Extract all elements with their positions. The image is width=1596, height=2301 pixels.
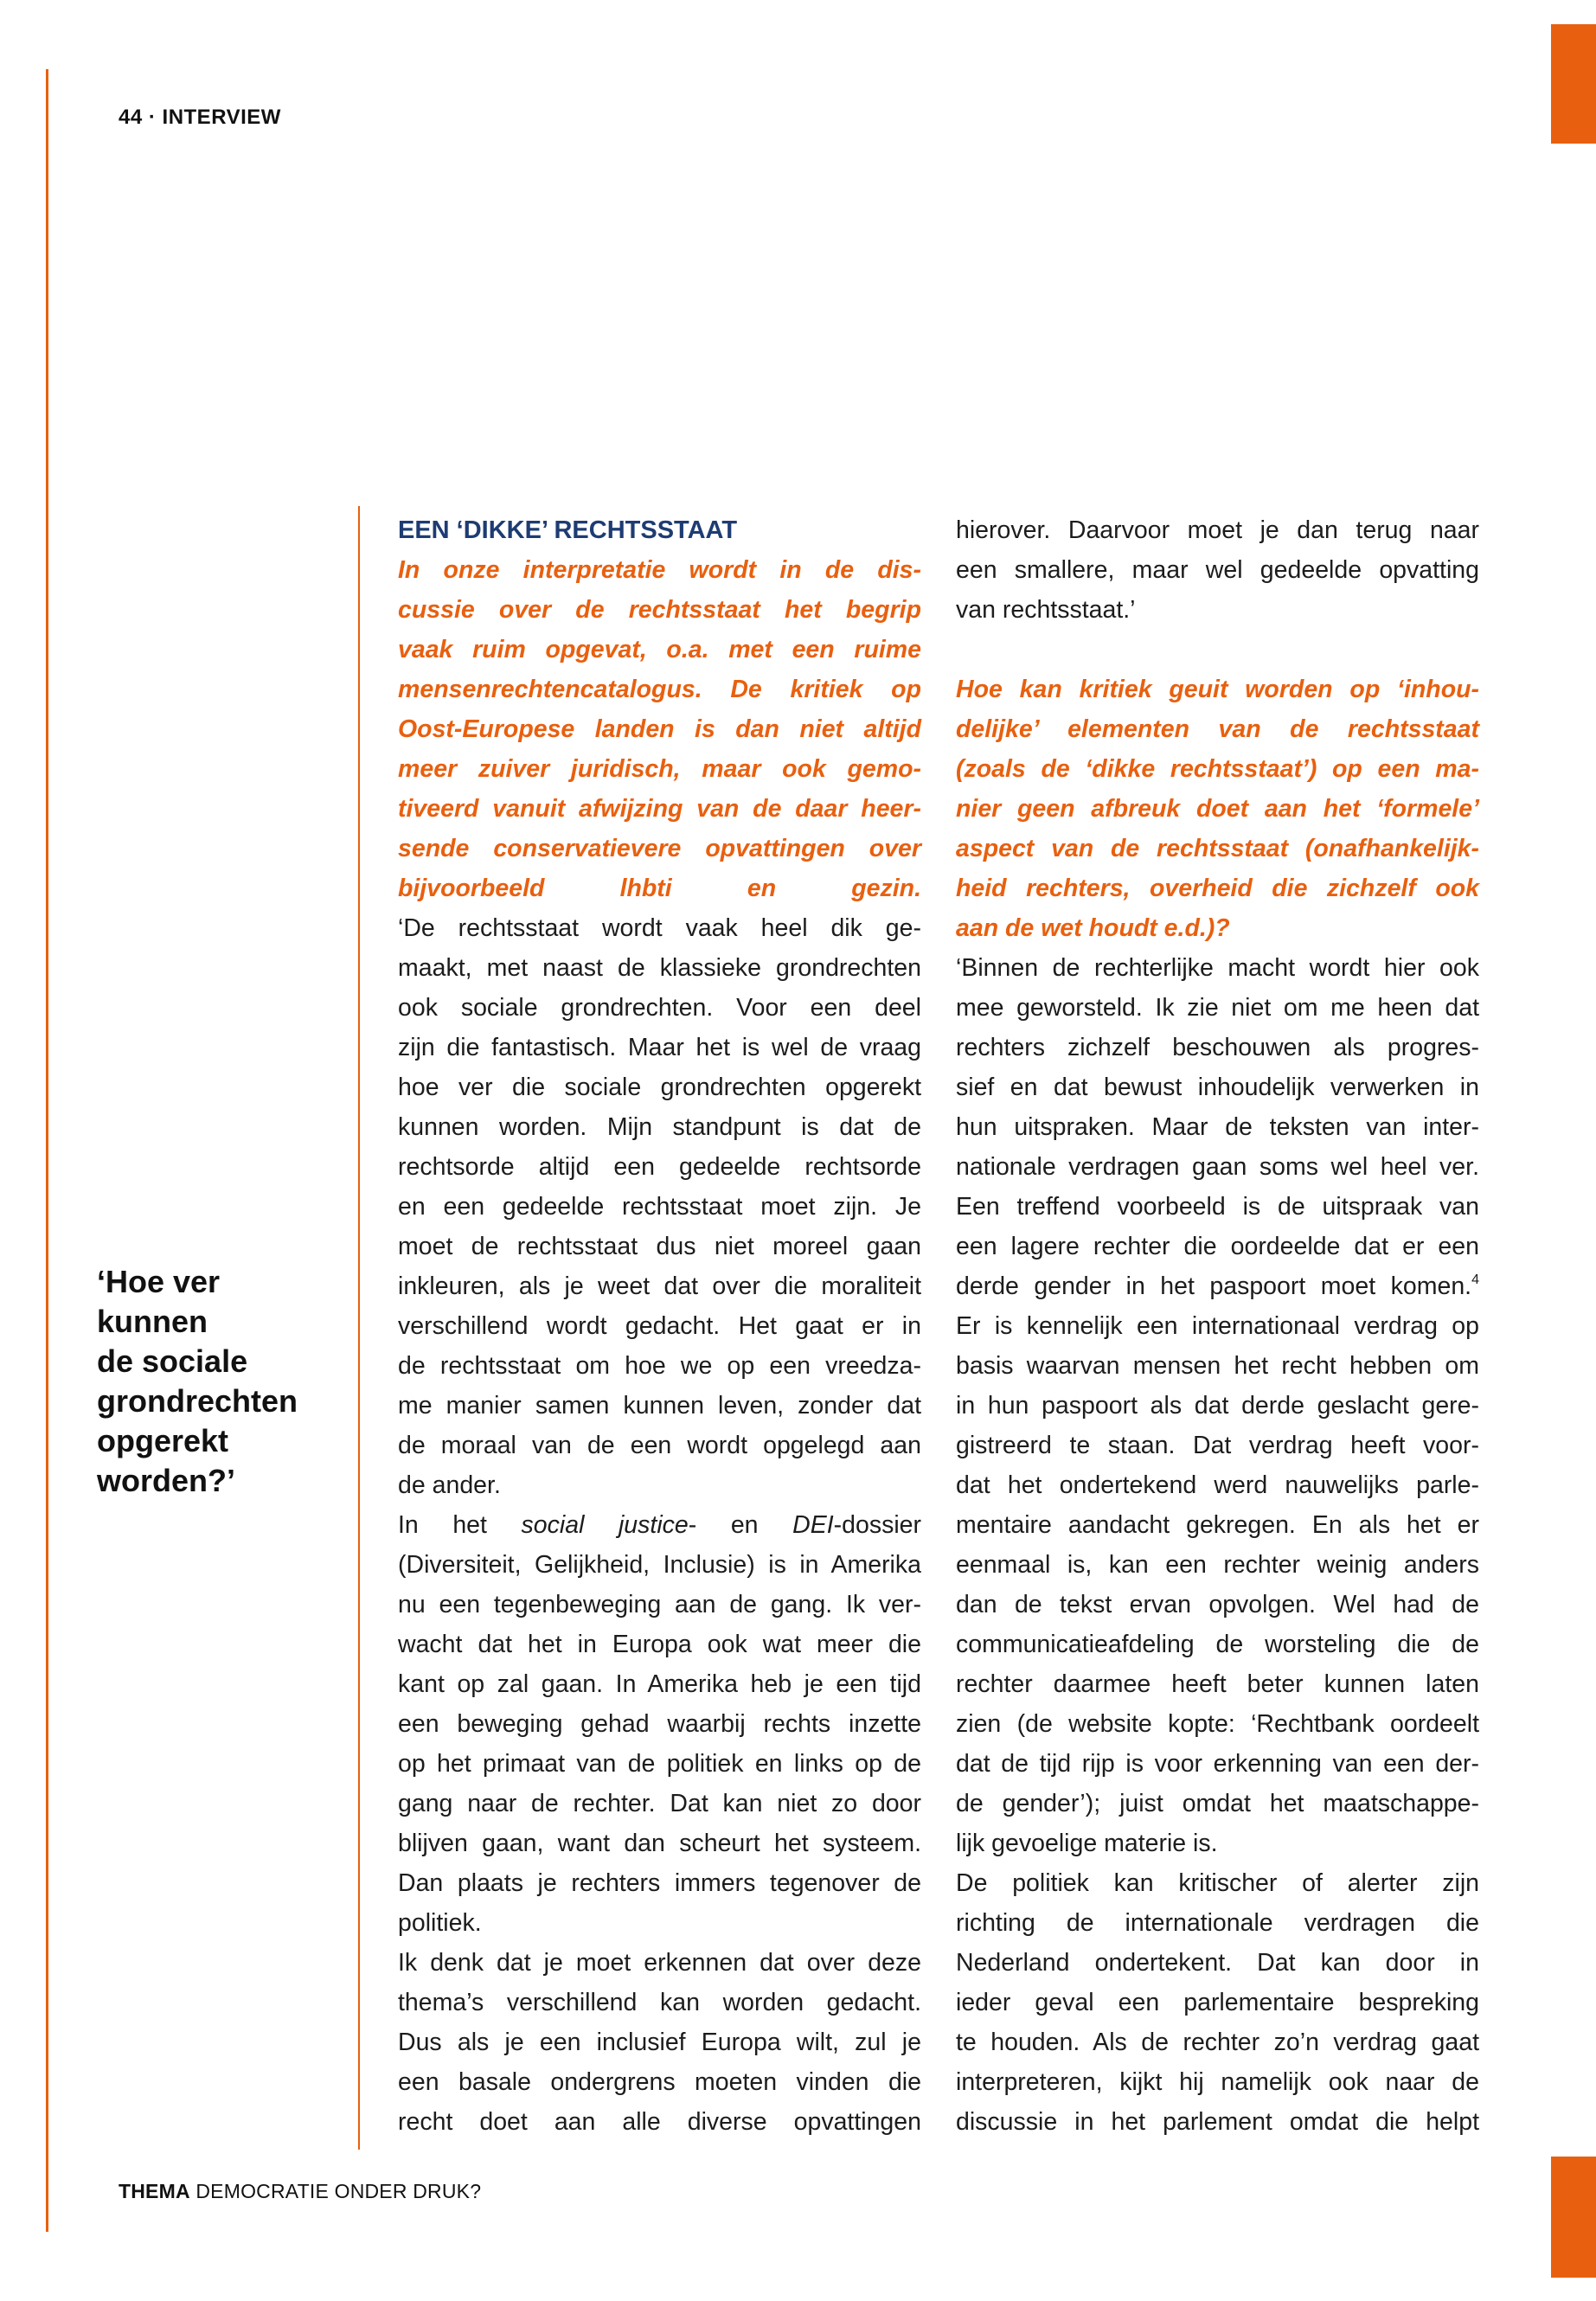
text-line: Dus als je een inclusief Europa wilt, zul je xyxy=(398,2029,921,2056)
text-line: De politiek kan kritischer of alerter zijn xyxy=(956,1869,1479,1897)
text-line: ieder geval een parlementaire bespreking xyxy=(956,1989,1479,2016)
text-line: politiek. xyxy=(398,1909,482,1937)
text-line: Een treffend voorbeeld is de uitspraak van xyxy=(956,1193,1479,1221)
text-line: zijn die fantastisch. Maar het is wel de vraag xyxy=(398,1034,921,1061)
answer-paragraph xyxy=(956,510,1479,630)
text-line: in hun paspoort als dat derde geslacht gere- xyxy=(956,1392,1479,1420)
text-line: op het primaat van de politiek en links op de xyxy=(398,1750,921,1778)
text-line: Oost-Europese landen is dan niet altijd xyxy=(398,715,921,743)
text-line: de ander. xyxy=(398,1471,501,1499)
footer-title: DEMOCRATIE ONDER DRUK? xyxy=(195,2180,482,2202)
text-line: inkleuren, als je weet dat over die moraliteit xyxy=(398,1272,921,1300)
section-heading: EEN ‘DIKKE’ RECHTSSTAAT xyxy=(398,516,738,544)
running-head: 44 · INTERVIEW xyxy=(119,106,281,129)
text-line: basis waarvan mensen het recht hebben om xyxy=(956,1352,1479,1380)
pull-quote-line: grondrechten xyxy=(97,1383,298,1419)
text-line: vaak ruim opgevat, o.a. met een ruime xyxy=(398,636,921,663)
text-line: verschillend wordt gedacht. Het gaat er in xyxy=(398,1312,921,1340)
text-line: (zoals de ‘dikke rechtsstaat’) op een ma- xyxy=(956,755,1479,783)
article-column-1 xyxy=(398,510,921,2142)
interview-question xyxy=(398,550,921,908)
pull-quote-line: kunnen xyxy=(97,1304,208,1339)
text-line: Ik denk dat je moet erkennen dat over deze xyxy=(398,1949,921,1977)
text-line: nier geen afbreuk doet aan het ‘formele’ xyxy=(956,795,1479,823)
text-line: In onze interpretatie wordt in de dis- xyxy=(398,556,921,584)
orange-tab-top xyxy=(1551,24,1596,144)
text-line: gistreerd te staan. Dat verdrag heeft voor- xyxy=(956,1432,1479,1459)
text-line: discussie in het parlement omdat die helpt xyxy=(956,2108,1479,2136)
text-line: lijk gevoelige materie is. xyxy=(956,1830,1218,1857)
text-line: thema’s verschillend kan worden gedacht. xyxy=(398,1989,921,2016)
text-line: aspect van de rechtsstaat (onafhankelijk- xyxy=(956,835,1479,862)
text-line: dat de tijd rijp is voor erkenning van een der- xyxy=(956,1750,1479,1778)
answer-paragraph xyxy=(398,1545,921,1943)
text-line: delijke’ elementen van de rechtsstaat xyxy=(956,715,1479,743)
left-margin-rule xyxy=(46,69,48,2232)
text-line: me manier samen kunnen leven, zonder dat xyxy=(398,1392,921,1420)
text-line: meer zuiver juridisch, maar ook gemo- xyxy=(398,755,921,783)
text-line: bijvoorbeeld lhbti en gezin. xyxy=(398,875,921,902)
footnote-marker: 4 xyxy=(1471,1272,1479,1287)
text-line: gang naar de rechter. Dat kan niet zo door xyxy=(398,1790,921,1817)
column-divider-rule xyxy=(358,506,360,2150)
text-line: blijven gaan, want dan scheurt het systeem. xyxy=(398,1830,921,1857)
text-line: interpreteren, kijkt hij namelijk ook naar de xyxy=(956,2068,1479,2096)
text-line: van rechtsstaat.’ xyxy=(956,596,1136,624)
pull-quote-line: worden?’ xyxy=(97,1463,235,1498)
pull-quote-line: ‘Hoe ver xyxy=(97,1264,221,1299)
text-line: communicatieafdeling de worsteling die de xyxy=(956,1631,1479,1658)
text-line: te houden. Als de rechter zo’n verdrag gaat xyxy=(956,2029,1479,2056)
text-line: ‘Binnen de rechterlijke macht wordt hier ook xyxy=(956,954,1479,982)
answer-paragraph xyxy=(956,948,1479,1266)
text-line: rechters zichzelf beschouwen als progres- xyxy=(956,1034,1479,1061)
text-line: ‘De rechtsstaat wordt vaak heel dik ge- xyxy=(398,914,921,942)
text-line: mee geworsteld. Ik zie niet om me heen dat xyxy=(956,994,1479,1022)
text-line: richting de internationale verdragen die xyxy=(956,1909,1479,1937)
answer-paragraph xyxy=(956,1863,1479,2142)
text-line: de gender’); juist omdat het maatschappe- xyxy=(956,1790,1479,1817)
text-line: een basale ondergrens moeten vinden die xyxy=(398,2068,921,2096)
text-line: een smallere, maar wel gedeelde opvatting xyxy=(956,556,1479,584)
text-line: nationale verdragen gaan soms wel heel ver. xyxy=(956,1153,1479,1181)
text-line: rechter daarmee heeft beter kunnen laten xyxy=(956,1670,1479,1698)
answer-paragraph xyxy=(398,1943,921,2142)
pull-quote xyxy=(97,1263,348,1502)
text-line: zien (de website kopte: ‘Rechtbank oordeelt xyxy=(956,1710,1479,1738)
text-line: heid rechters, overheid die zichzelf ook xyxy=(956,875,1479,902)
text-line: ook sociale grondrechten. Voor een deel xyxy=(398,994,921,1022)
text-line: maakt, met naast de klassieke grondrechten xyxy=(398,954,921,982)
answer-paragraph xyxy=(398,908,921,1505)
text-line: kant op zal gaan. In Amerika heb je een tijd xyxy=(398,1670,921,1698)
text-line: dat het ondertekend werd nauwelijks parle- xyxy=(956,1471,1479,1499)
text-line: tiveerd vanuit afwijzing van de daar heer- xyxy=(398,795,921,823)
text-line: mensenrechtencatalogus. De kritiek op xyxy=(398,676,921,703)
article-column-2 xyxy=(956,510,1479,2142)
text-line: kunnen worden. Mijn standpunt is dat de xyxy=(398,1113,921,1141)
text-line: hun uitspraken. Maar de teksten van inter- xyxy=(956,1113,1479,1141)
text-line: Hoe kan kritiek geuit worden op ‘inhou- xyxy=(956,676,1479,703)
text-line: Dan plaats je rechters immers tegenover de xyxy=(398,1869,921,1897)
text-line: Er is kennelijk een internationaal verdrag op xyxy=(956,1312,1479,1340)
text-line: de moraal van de een wordt opgelegd aan xyxy=(398,1432,921,1459)
paragraph-first-line: In het social justice- en DEI-dossier xyxy=(398,1511,921,1539)
interview-question xyxy=(956,670,1479,948)
text-line: eenmaal is, kan een rechter weinig anders xyxy=(956,1551,1479,1579)
text-line: wacht dat het in Europa ook wat meer die xyxy=(398,1631,921,1658)
text-line: moet de rechtsstaat dus niet moreel gaan xyxy=(398,1233,921,1260)
text-line: sief en dat bewust inhoudelijk verwerken in xyxy=(956,1074,1479,1101)
text-line: nu een tegenbeweging aan de gang. Ik ver- xyxy=(398,1591,921,1618)
footnote-line: derde gender in het paspoort moet komen.$^4$ xyxy=(956,1272,1479,1300)
orange-tab-bottom xyxy=(1551,2157,1596,2278)
text-line: Nederland ondertekent. Dat kan door in xyxy=(956,1949,1479,1977)
text-line: aan de wet houdt e.d.)? xyxy=(956,914,1230,942)
text-line: recht doet aan alle diverse opvattingen xyxy=(398,2108,921,2136)
text-line: (Diversiteit, Gelijkheid, Inclusie) is in Amerika xyxy=(398,1551,921,1579)
text-line: een beweging gehad waarbij rechts inzette xyxy=(398,1710,921,1738)
text-line: een lagere rechter die oordeelde dat er een xyxy=(956,1233,1479,1260)
page-footer xyxy=(119,2180,481,2203)
footer-thema: THEMA xyxy=(119,2180,190,2202)
text-line: rechtsorde altijd een gedeelde rechtsorde xyxy=(398,1153,921,1181)
text-line: sende conservatievere opvattingen over xyxy=(398,835,921,862)
text-line: mentaire aandacht gekregen. En als het er xyxy=(956,1511,1479,1539)
text-line: cussie over de rechtsstaat het begrip xyxy=(398,596,921,624)
answer-paragraph xyxy=(956,1306,1479,1863)
text-line: de rechtsstaat om hoe we op een vreedza- xyxy=(398,1352,921,1380)
text-line: hierover. Daarvoor moet je dan terug naar xyxy=(956,516,1479,544)
text-line: en een gedeelde rechtsstaat moet zijn. Je xyxy=(398,1193,921,1221)
text-line: dan de tekst ervan opvolgen. Wel had de xyxy=(956,1591,1479,1618)
text-line: hoe ver die sociale grondrechten opgerekt xyxy=(398,1074,921,1101)
pull-quote-line: de sociale xyxy=(97,1343,248,1379)
pull-quote-line: opgerekt xyxy=(97,1423,229,1458)
